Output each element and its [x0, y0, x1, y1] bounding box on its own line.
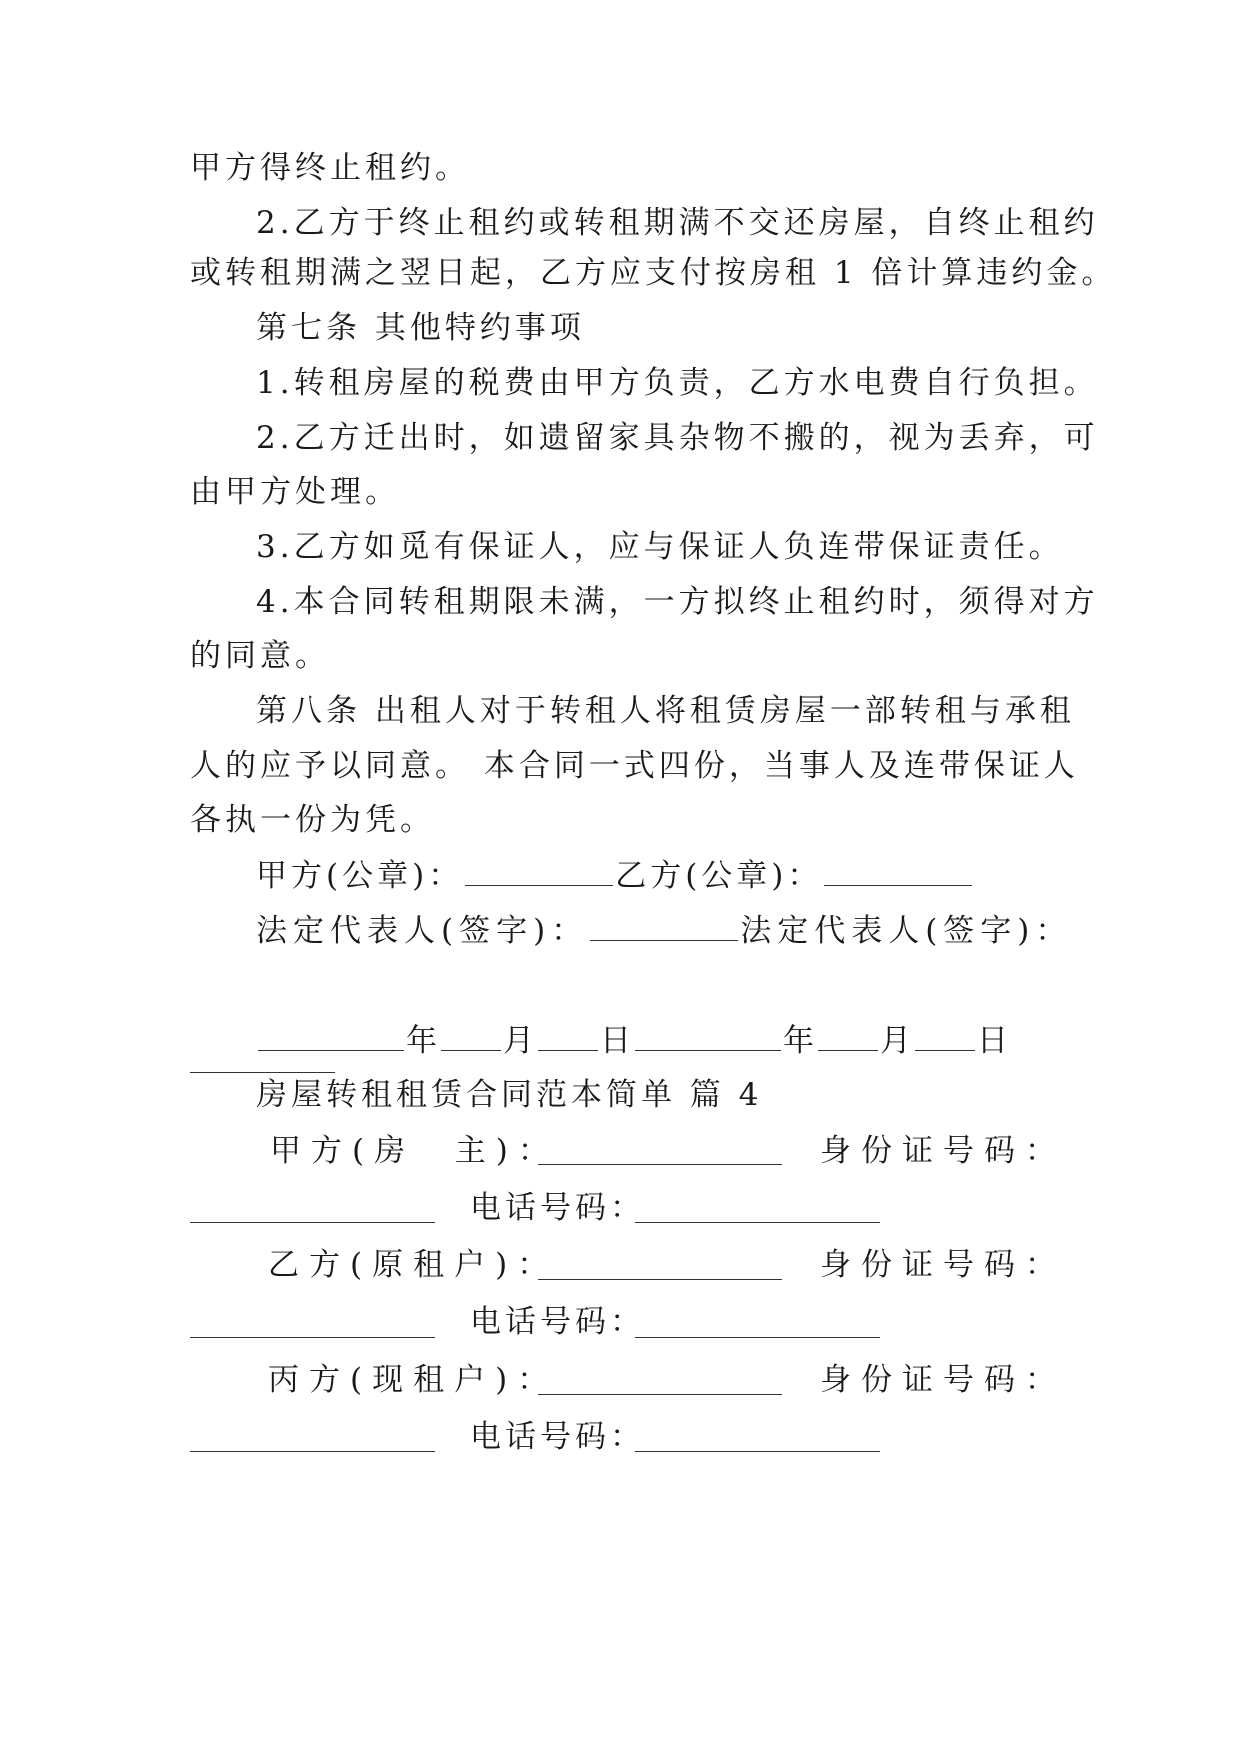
- date-line: [256, 1020, 1010, 1060]
- paragraph-line: 的同意。: [190, 638, 330, 674]
- seal-line: [256, 855, 974, 895]
- day-a-label: 日: [600, 1023, 633, 1059]
- year-a-label: 年: [406, 1023, 439, 1059]
- party-a-label: 甲方(房 主)：: [270, 1133, 559, 1169]
- paragraph-line: 4.本合同转租期限未满，一方拟终止租约时，须得对方: [256, 584, 1099, 620]
- year-a-blank[interactable]: [258, 1020, 404, 1051]
- month-b-blank[interactable]: [818, 1020, 878, 1051]
- paragraph-line: 各执一份为凭。: [190, 802, 435, 838]
- day-b-blank[interactable]: [915, 1020, 975, 1051]
- year-b-label: 年: [783, 1023, 816, 1059]
- party-b-phone-label: 电话号码：: [470, 1304, 645, 1340]
- paragraph-line: 2.乙方于终止租约或转租期满不交还房屋，自终止租约: [256, 205, 1099, 241]
- party-c-phone-label: 电话号码：: [470, 1419, 645, 1455]
- day-b-label: 日: [977, 1023, 1010, 1059]
- party-a-phone-label: 电话号码：: [470, 1190, 645, 1226]
- legal-rep-a-blank[interactable]: [590, 910, 738, 941]
- party-c-phone-blank[interactable]: [635, 1451, 880, 1452]
- party-c-id-blank[interactable]: [190, 1451, 435, 1452]
- party-a-phone-blank[interactable]: [635, 1222, 880, 1223]
- paragraph-line: 2.乙方迁出时，如遗留家具杂物不搬的，视为丢弃，可: [256, 420, 1099, 456]
- paragraph-line: 甲方得终止租约。: [190, 150, 470, 186]
- month-b-label: 月: [880, 1023, 913, 1059]
- article-heading: 第七条 其他特约事项: [256, 310, 585, 346]
- section-title: 房屋转租租赁合同范本简单 篇 4: [256, 1077, 763, 1113]
- party-c-id-label: 身份证号码：: [820, 1362, 1066, 1398]
- party-a-seal-label: 甲方(公章)：: [256, 858, 464, 894]
- party-c-name-blank[interactable]: [538, 1394, 782, 1395]
- party-b-seal-blank[interactable]: [824, 855, 972, 886]
- party-a-name-blank[interactable]: [538, 1164, 782, 1165]
- party-c-label: 丙方(现租户)：: [268, 1362, 559, 1398]
- legal-rep-b-blank[interactable]: [190, 1072, 335, 1073]
- legal-rep-a-label: 法定代表人(签字)：: [256, 913, 589, 949]
- paragraph-line: 3.乙方如觅有保证人，应与保证人负连带保证责任。: [256, 529, 1064, 565]
- paragraph-line: 1.转租房屋的税费由甲方负责，乙方水电费自行负担。: [256, 365, 1099, 401]
- month-a-blank[interactable]: [441, 1020, 501, 1051]
- party-b-name-blank[interactable]: [538, 1279, 782, 1280]
- day-a-blank[interactable]: [538, 1020, 598, 1051]
- paragraph-line: 或转租期满之翌日起，乙方应支付按房租 1 倍计算违约金。: [190, 255, 1117, 291]
- year-b-blank[interactable]: [635, 1020, 781, 1051]
- article-heading: 第八条 出租人对于转租人将租赁房屋一部转租与承租: [256, 693, 1075, 729]
- party-b-id-blank[interactable]: [190, 1337, 435, 1338]
- party-a-id-blank[interactable]: [190, 1222, 435, 1223]
- party-b-label: 乙方(原租户)：: [268, 1247, 559, 1283]
- month-a-label: 月: [503, 1023, 536, 1059]
- paragraph-line: 人的应予以同意。 本合同一式四份，当事人及连带保证人: [190, 748, 1079, 784]
- party-b-phone-blank[interactable]: [635, 1337, 880, 1338]
- legal-rep-line: [256, 910, 1072, 950]
- party-b-seal-label: 乙方(公章)：: [615, 858, 823, 894]
- party-a-id-label: 身份证号码：: [820, 1133, 1066, 1169]
- party-b-id-label: 身份证号码：: [820, 1247, 1066, 1283]
- paragraph-line: 由甲方处理。: [190, 474, 400, 510]
- legal-rep-b-label: 法定代表人(签字)：: [740, 913, 1073, 949]
- party-a-seal-blank[interactable]: [465, 855, 613, 886]
